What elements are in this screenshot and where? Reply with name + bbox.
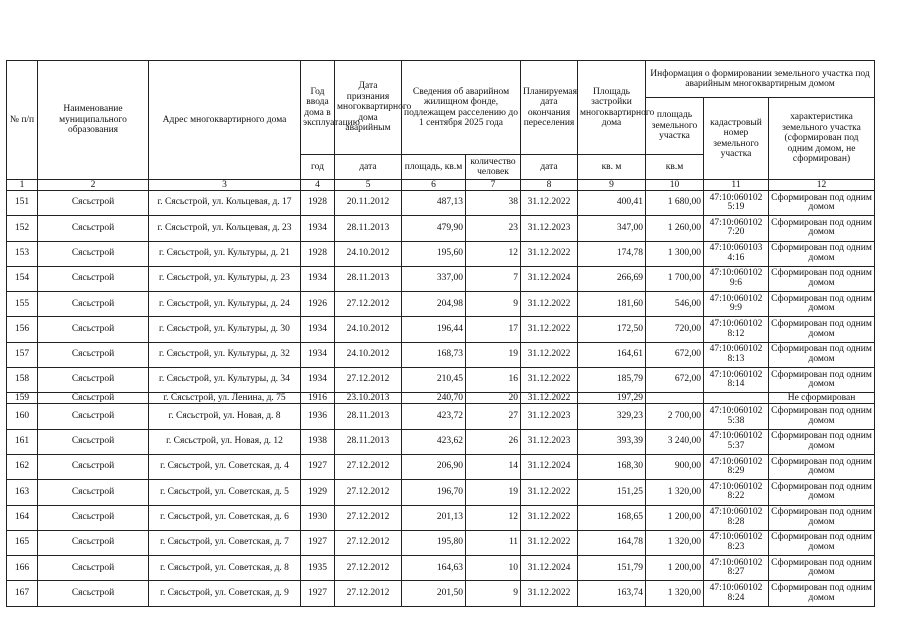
area-cell: 195,80: [402, 530, 466, 555]
planned-date-cell: 31.12.2023: [521, 216, 578, 241]
table-row: [7, 556, 875, 581]
table-row: [7, 480, 875, 505]
planned-date-cell: 31.12.2022: [521, 505, 578, 530]
unit-date: дата: [335, 155, 402, 180]
row-number: 152: [7, 216, 38, 241]
header-emergency-date: Дата признания многоквартирного дома аварийным: [335, 61, 402, 155]
people-cell: 14: [466, 454, 521, 479]
year-cell: 1934: [301, 216, 335, 241]
building-area-cell: 151,25: [578, 480, 646, 505]
cadastral-cell: 47:10:060102 8:14: [704, 368, 769, 393]
municipality-cell: Сясьстрой: [38, 191, 149, 216]
people-cell: 26: [466, 429, 521, 454]
column-number: 7: [466, 180, 521, 191]
planned-date-cell: 31.12.2024: [521, 266, 578, 291]
year-cell: 1927: [301, 454, 335, 479]
column-number: 9: [578, 180, 646, 191]
area-cell: 196,70: [402, 480, 466, 505]
table-row: [7, 292, 875, 317]
people-cell: 11: [466, 530, 521, 555]
table-row: [7, 505, 875, 530]
emergency-date-cell: 28.11.2013: [335, 266, 402, 291]
building-area-cell: 347,00: [578, 216, 646, 241]
header-year: Год ввода дома в эксплуатацию: [301, 61, 335, 155]
building-area-cell: 185,79: [578, 368, 646, 393]
planned-date-cell: 31.12.2022: [521, 530, 578, 555]
table-row: [7, 454, 875, 479]
cadastral-cell: 47:10:060102 8:23: [704, 530, 769, 555]
year-cell: 1927: [301, 581, 335, 606]
municipality-cell: Сясьстрой: [38, 216, 149, 241]
unit-area: площадь, кв.м: [402, 155, 466, 180]
land-area-cell: 1 320,00: [646, 480, 704, 505]
address-cell: г. Сясьстрой, ул. Кольцевая, д. 23: [149, 216, 301, 241]
land-char-cell: Сформирован под одним домом: [769, 317, 875, 342]
municipality-cell: Сясьстрой: [38, 266, 149, 291]
people-cell: 19: [466, 480, 521, 505]
table-row: [7, 266, 875, 291]
area-cell: 423,62: [402, 429, 466, 454]
address-cell: г. Сясьстрой, ул. Культуры, д. 34: [149, 368, 301, 393]
emergency-date-cell: 28.11.2013: [335, 429, 402, 454]
area-cell: 479,90: [402, 216, 466, 241]
year-cell: 1926: [301, 292, 335, 317]
planned-date-cell: 31.12.2022: [521, 480, 578, 505]
land-char-cell: Не сформирован: [769, 393, 875, 404]
land-area-cell: 1 700,00: [646, 266, 704, 291]
emergency-date-cell: 27.12.2012: [335, 454, 402, 479]
municipality-cell: Сясьстрой: [38, 393, 149, 404]
year-cell: 1928: [301, 191, 335, 216]
cadastral-cell: 47:10:060102 7:20: [704, 216, 769, 241]
land-char-cell: Сформирован под одним домом: [769, 368, 875, 393]
municipality-cell: Сясьстрой: [38, 556, 149, 581]
area-cell: 196,44: [402, 317, 466, 342]
row-number: 165: [7, 530, 38, 555]
cadastral-cell: 47:10:060102 9:6: [704, 266, 769, 291]
emergency-date-cell: 27.12.2012: [335, 556, 402, 581]
table-row: [7, 581, 875, 606]
year-cell: 1938: [301, 429, 335, 454]
address-cell: г. Сясьстрой, ул. Советская, д. 9: [149, 581, 301, 606]
planned-date-cell: 31.12.2022: [521, 368, 578, 393]
row-number: 164: [7, 505, 38, 530]
header-planned-date: Планируемая дата окончания переселения: [521, 61, 578, 155]
planned-date-cell: 31.12.2023: [521, 404, 578, 429]
municipality-cell: Сясьстрой: [38, 342, 149, 367]
address-cell: г. Сясьстрой, ул. Советская, д. 6: [149, 505, 301, 530]
area-cell: 206,90: [402, 454, 466, 479]
column-number: 1: [7, 180, 38, 191]
land-area-cell: 672,00: [646, 368, 704, 393]
cadastral-cell: 47:10:060102 8:24: [704, 581, 769, 606]
planned-date-cell: 31.12.2024: [521, 556, 578, 581]
emergency-date-cell: 24.10.2012: [335, 241, 402, 266]
building-area-cell: 197,29: [578, 393, 646, 404]
row-number: 154: [7, 266, 38, 291]
cadastral-cell: 47:10:060102 5:38: [704, 404, 769, 429]
land-area-cell: 1 200,00: [646, 505, 704, 530]
emergency-date-cell: 24.10.2012: [335, 317, 402, 342]
address-cell: г. Сясьстрой, ул. Новая, д. 12: [149, 429, 301, 454]
land-area-cell: 1 260,00: [646, 216, 704, 241]
planned-date-cell: 31.12.2022: [521, 292, 578, 317]
emergency-date-cell: 27.12.2012: [335, 505, 402, 530]
people-cell: 17: [466, 317, 521, 342]
land-char-cell: Сформирован под одним домом: [769, 454, 875, 479]
municipality-cell: Сясьстрой: [38, 368, 149, 393]
address-cell: г. Сясьстрой, ул. Советская, д. 5: [149, 480, 301, 505]
people-cell: 16: [466, 368, 521, 393]
municipality-cell: Сясьстрой: [38, 454, 149, 479]
municipality-cell: Сясьстрой: [38, 404, 149, 429]
land-area-cell: 546,00: [646, 292, 704, 317]
building-area-cell: 266,69: [578, 266, 646, 291]
building-area-cell: 181,60: [578, 292, 646, 317]
land-area-cell: 720,00: [646, 317, 704, 342]
land-char-cell: Сформирован под одним домом: [769, 292, 875, 317]
address-cell: г. Сясьстрой, ул. Культуры, д. 23: [149, 266, 301, 291]
land-char-cell: Сформирован под одним домом: [769, 556, 875, 581]
planned-date-cell: 31.12.2022: [521, 393, 578, 404]
building-area-cell: 164,78: [578, 530, 646, 555]
people-cell: 38: [466, 191, 521, 216]
unit-land-area: кв.м: [646, 155, 704, 180]
row-number: 156: [7, 317, 38, 342]
people-cell: 12: [466, 241, 521, 266]
address-cell: г. Сясьстрой, ул. Культуры, д. 21: [149, 241, 301, 266]
table-row: [7, 368, 875, 393]
area-cell: 168,73: [402, 342, 466, 367]
land-char-cell: Сформирован под одним домом: [769, 266, 875, 291]
building-area-cell: 164,61: [578, 342, 646, 367]
land-area-cell: 900,00: [646, 454, 704, 479]
building-area-cell: 174,78: [578, 241, 646, 266]
table-body: [7, 191, 875, 607]
land-area-cell: [646, 393, 704, 404]
cadastral-cell: 47:10:060102 5:19: [704, 191, 769, 216]
area-cell: 423,72: [402, 404, 466, 429]
cadastral-cell: 47:10:060102 8:28: [704, 505, 769, 530]
planned-date-cell: 31.12.2023: [521, 429, 578, 454]
people-cell: 23: [466, 216, 521, 241]
land-char-cell: Сформирован под одним домом: [769, 404, 875, 429]
emergency-date-cell: 27.12.2012: [335, 480, 402, 505]
document-page: [6, 60, 874, 607]
cadastral-cell: 47:10:060102 9:9: [704, 292, 769, 317]
area-cell: 201,50: [402, 581, 466, 606]
row-number: 166: [7, 556, 38, 581]
address-cell: г. Сясьстрой, ул. Советская, д. 7: [149, 530, 301, 555]
area-cell: 240,70: [402, 393, 466, 404]
unit-year: год: [301, 155, 335, 180]
municipality-cell: Сясьстрой: [38, 292, 149, 317]
planned-date-cell: 31.12.2024: [521, 454, 578, 479]
building-area-cell: 151,79: [578, 556, 646, 581]
row-number: 162: [7, 454, 38, 479]
row-number: 153: [7, 241, 38, 266]
table-row: [7, 317, 875, 342]
people-cell: 19: [466, 342, 521, 367]
cadastral-cell: 47:10:060102 8:27: [704, 556, 769, 581]
column-number: 3: [149, 180, 301, 191]
row-number: 161: [7, 429, 38, 454]
planned-date-cell: 31.12.2022: [521, 581, 578, 606]
municipality-cell: Сясьстрой: [38, 241, 149, 266]
cadastral-cell: [704, 393, 769, 404]
cadastral-cell: 47:10:060102 8:12: [704, 317, 769, 342]
table-row: [7, 393, 875, 404]
land-char-cell: Сформирован под одним домом: [769, 342, 875, 367]
address-cell: г. Сясьстрой, ул. Культуры, д. 30: [149, 317, 301, 342]
cadastral-cell: 47:10:060102 8:13: [704, 342, 769, 367]
column-number: 8: [521, 180, 578, 191]
land-area-cell: 1 680,00: [646, 191, 704, 216]
header-land-info: Информация о формировании земельного участка под аварийным многоквартирным домом: [646, 61, 875, 98]
land-area-cell: 2 700,00: [646, 404, 704, 429]
cadastral-cell: 47:10:060102 8:22: [704, 480, 769, 505]
planned-date-cell: 31.12.2022: [521, 342, 578, 367]
area-cell: 195,60: [402, 241, 466, 266]
land-char-cell: Сформирован под одним домом: [769, 480, 875, 505]
table-row: [7, 216, 875, 241]
address-cell: г. Сясьстрой, ул. Советская, д. 8: [149, 556, 301, 581]
people-cell: 9: [466, 292, 521, 317]
table-header: [7, 61, 875, 191]
table-row: [7, 342, 875, 367]
column-number: 2: [38, 180, 149, 191]
column-number: 5: [335, 180, 402, 191]
row-number: 151: [7, 191, 38, 216]
year-cell: 1930: [301, 505, 335, 530]
land-char-cell: Сформирован под одним домом: [769, 216, 875, 241]
cadastral-cell: 47:10:060103 4:16: [704, 241, 769, 266]
cadastral-cell: 47:10:060102 8:29: [704, 454, 769, 479]
table-row: [7, 241, 875, 266]
row-number: 167: [7, 581, 38, 606]
municipality-cell: Сясьстрой: [38, 505, 149, 530]
emergency-date-cell: 23.10.2013: [335, 393, 402, 404]
municipality-cell: Сясьстрой: [38, 480, 149, 505]
header-cadastral: кадастровый номер земельного участка: [704, 98, 769, 180]
building-area-cell: 163,74: [578, 581, 646, 606]
municipality-cell: Сясьстрой: [38, 429, 149, 454]
header-land-char: характеристика земельного участка (сформирован под одним домом, не сформирован): [769, 98, 875, 180]
land-char-cell: Сформирован под одним домом: [769, 581, 875, 606]
year-cell: 1934: [301, 368, 335, 393]
building-area-cell: 168,30: [578, 454, 646, 479]
year-cell: 1934: [301, 266, 335, 291]
year-cell: 1936: [301, 404, 335, 429]
emergency-date-cell: 27.12.2012: [335, 581, 402, 606]
people-cell: 12: [466, 505, 521, 530]
address-cell: г. Сясьстрой, ул. Культуры, д. 32: [149, 342, 301, 367]
year-cell: 1927: [301, 530, 335, 555]
column-number: 10: [646, 180, 704, 191]
table-row: [7, 530, 875, 555]
land-area-cell: 1 320,00: [646, 581, 704, 606]
header-municipality: Наименование муниципального образования: [38, 61, 149, 180]
address-cell: г. Сясьстрой, ул. Ленина, д. 75: [149, 393, 301, 404]
building-area-cell: 172,50: [578, 317, 646, 342]
row-number: 155: [7, 292, 38, 317]
unit-people: количество человек: [466, 155, 521, 180]
column-number: 12: [769, 180, 875, 191]
year-cell: 1934: [301, 317, 335, 342]
emergency-date-cell: 28.11.2013: [335, 216, 402, 241]
emergency-housing-table: [6, 60, 875, 607]
emergency-date-cell: 24.10.2012: [335, 342, 402, 367]
column-number: 11: [704, 180, 769, 191]
area-cell: 204,98: [402, 292, 466, 317]
header-address: Адрес многоквартирного дома: [149, 61, 301, 180]
people-cell: 9: [466, 581, 521, 606]
emergency-date-cell: 20.11.2012: [335, 191, 402, 216]
land-char-cell: Сформирован под одним домом: [769, 505, 875, 530]
emergency-date-cell: 27.12.2012: [335, 292, 402, 317]
table-row: [7, 429, 875, 454]
row-number: 163: [7, 480, 38, 505]
land-area-cell: 1 200,00: [646, 556, 704, 581]
land-area-cell: 672,00: [646, 342, 704, 367]
year-cell: 1934: [301, 342, 335, 367]
planned-date-cell: 31.12.2022: [521, 191, 578, 216]
emergency-date-cell: 28.11.2013: [335, 404, 402, 429]
area-cell: 210,45: [402, 368, 466, 393]
building-area-cell: 393,39: [578, 429, 646, 454]
header-emergency-fund: Сведения об аварийном жилищном фонде, подлежащем расселению до 1 сентября 2025 года: [402, 61, 521, 155]
people-cell: 27: [466, 404, 521, 429]
row-number: 158: [7, 368, 38, 393]
header-row-number: № п/п: [7, 61, 38, 180]
building-area-cell: 329,23: [578, 404, 646, 429]
planned-date-cell: 31.12.2022: [521, 317, 578, 342]
people-cell: 20: [466, 393, 521, 404]
header-building-area: Площадь застройки многоквартирного дома: [578, 61, 646, 155]
land-char-cell: Сформирован под одним домом: [769, 429, 875, 454]
area-cell: 164,63: [402, 556, 466, 581]
area-cell: 337,00: [402, 266, 466, 291]
cadastral-cell: 47:10:060102 5:37: [704, 429, 769, 454]
row-number: 159: [7, 393, 38, 404]
land-char-cell: Сформирован под одним домом: [769, 241, 875, 266]
building-area-cell: 400,41: [578, 191, 646, 216]
municipality-cell: Сясьстрой: [38, 530, 149, 555]
municipality-cell: Сясьстрой: [38, 581, 149, 606]
building-area-cell: 168,65: [578, 505, 646, 530]
year-cell: 1928: [301, 241, 335, 266]
year-cell: 1929: [301, 480, 335, 505]
header-land-area: площадь земельного участка: [646, 98, 704, 155]
table-row: [7, 404, 875, 429]
land-area-cell: 1 320,00: [646, 530, 704, 555]
address-cell: г. Сясьстрой, ул. Советская, д. 4: [149, 454, 301, 479]
column-number: 4: [301, 180, 335, 191]
land-char-cell: Сформирован под одним домом: [769, 191, 875, 216]
people-cell: 10: [466, 556, 521, 581]
year-cell: 1916: [301, 393, 335, 404]
land-char-cell: Сформирован под одним домом: [769, 530, 875, 555]
land-area-cell: 1 300,00: [646, 241, 704, 266]
municipality-cell: Сясьстрой: [38, 317, 149, 342]
row-number: 157: [7, 342, 38, 367]
land-area-cell: 3 240,00: [646, 429, 704, 454]
planned-date-cell: 31.12.2022: [521, 241, 578, 266]
unit-end-date: дата: [521, 155, 578, 180]
year-cell: 1935: [301, 556, 335, 581]
area-cell: 201,13: [402, 505, 466, 530]
address-cell: г. Сясьстрой, ул. Культуры, д. 24: [149, 292, 301, 317]
table-row: [7, 191, 875, 216]
address-cell: г. Сясьстрой, ул. Кольцевая, д. 17: [149, 191, 301, 216]
area-cell: 487,13: [402, 191, 466, 216]
emergency-date-cell: 27.12.2012: [335, 530, 402, 555]
row-number: 160: [7, 404, 38, 429]
address-cell: г. Сясьстрой, ул. Новая, д. 8: [149, 404, 301, 429]
column-number: 6: [402, 180, 466, 191]
emergency-date-cell: 27.12.2012: [335, 368, 402, 393]
people-cell: 7: [466, 266, 521, 291]
unit-build-area: кв. м: [578, 155, 646, 180]
